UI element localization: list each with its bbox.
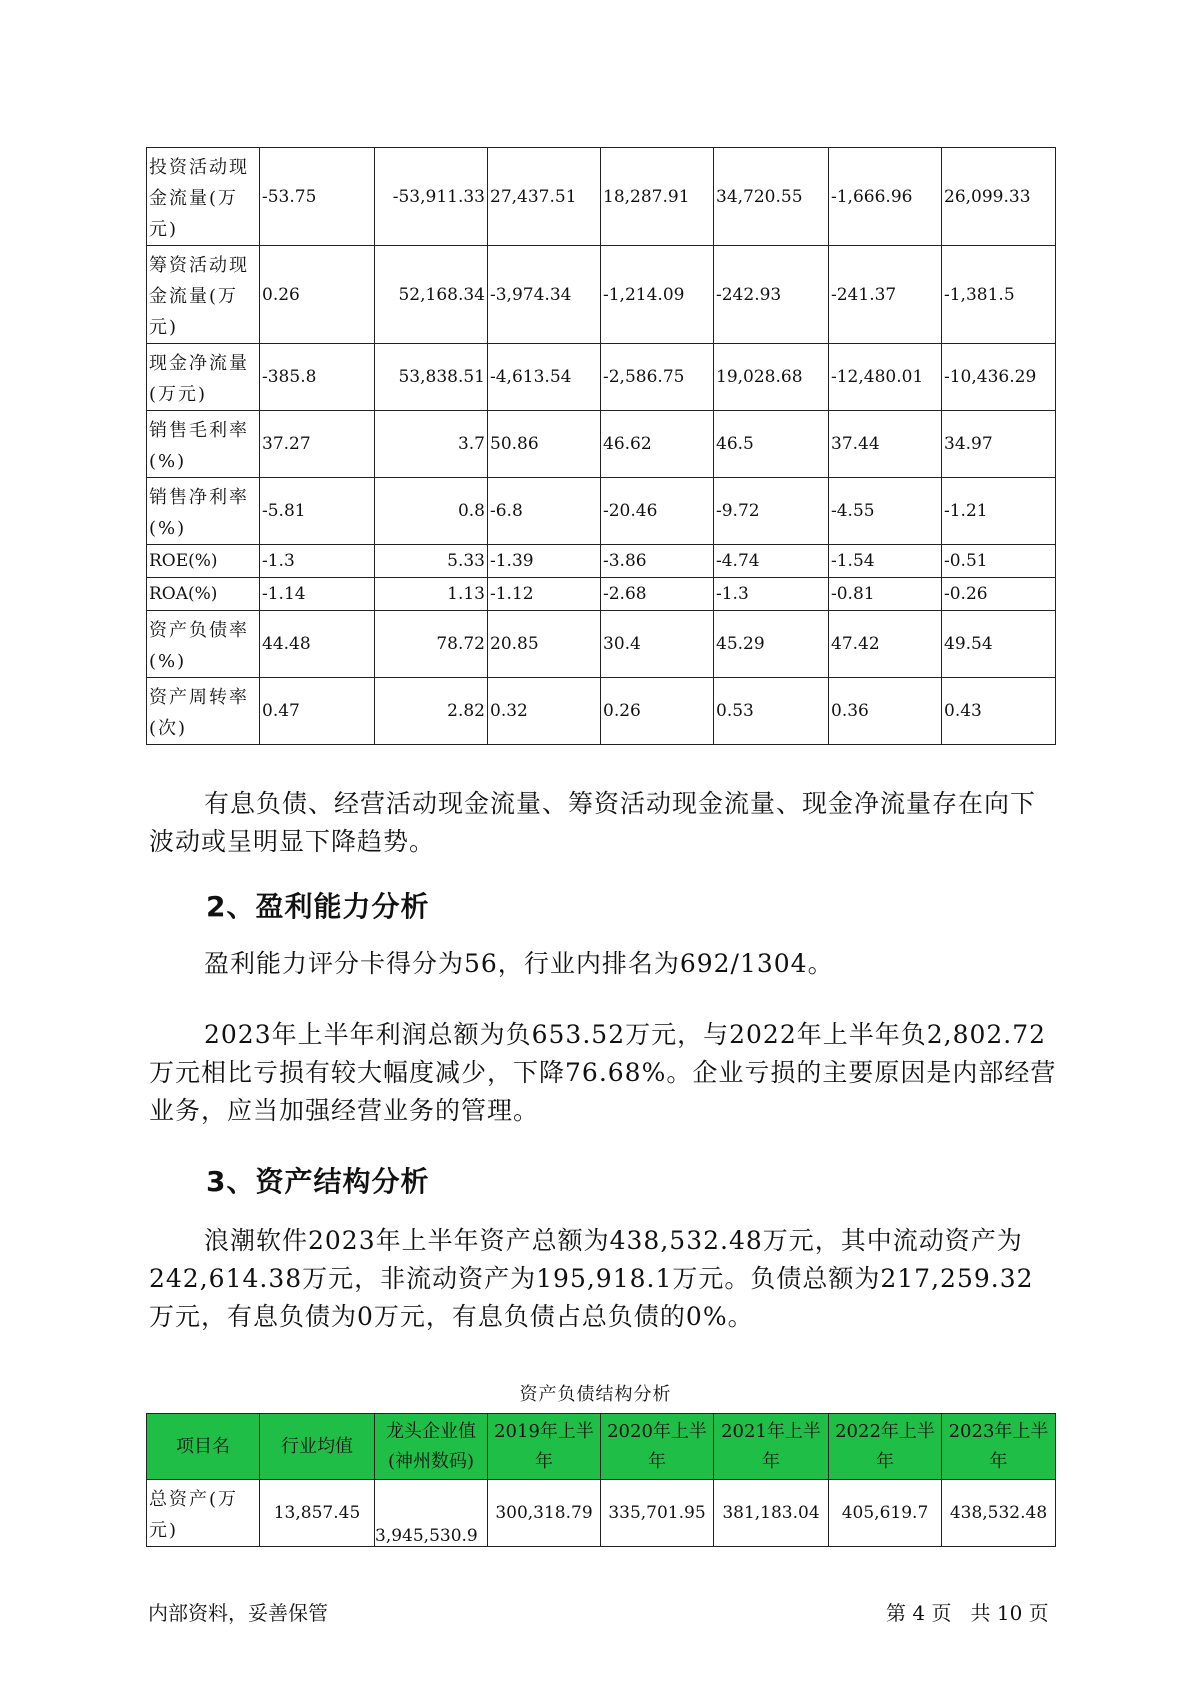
table-cell: 0.53 bbox=[714, 678, 829, 745]
table-cell: -1.3 bbox=[260, 545, 375, 578]
table-cell: -3.86 bbox=[601, 545, 714, 578]
table-cell: -242.93 bbox=[714, 246, 829, 344]
table-row bbox=[147, 344, 1056, 411]
table-cell: 0.32 bbox=[488, 678, 601, 745]
column-header: 2019年上半年 bbox=[488, 1414, 601, 1480]
table-row bbox=[147, 1480, 1056, 1547]
table-cell: 405,619.7 bbox=[829, 1480, 942, 1547]
table-cell: 50.86 bbox=[488, 411, 601, 478]
table-cell: 52,168.34 bbox=[375, 246, 488, 344]
table-cell: 45.29 bbox=[714, 611, 829, 678]
paragraph-assets: 浪潮软件2023年上半年资产总额为438,532.48万元，其中流动资产为242,614.38万元，非流动资产为195,918.1万元。负债总额为217,259.32万元，有息负债为0万元，有息负债占总负债的0%。 bbox=[149, 1226, 1034, 1331]
table-cell: -385.8 bbox=[260, 344, 375, 411]
table-cell: 37.27 bbox=[260, 411, 375, 478]
table-cell: -9.72 bbox=[714, 478, 829, 545]
table-cell: -53,911.33 bbox=[375, 148, 488, 246]
table-cell: 30.4 bbox=[601, 611, 714, 678]
column-header: 项目名 bbox=[147, 1414, 260, 1480]
paragraph-profit: 2023年上半年利润总额为负653.52万元，与2022年上半年负2,802.72万元相比亏损有较大幅度减少，下降76.68%。企业亏损的主要原因是内部经营业务，应当加强经营业务的管理。 bbox=[149, 1020, 1057, 1125]
table-cell: 438,532.48 bbox=[942, 1480, 1056, 1547]
table-cell: 78.72 bbox=[375, 611, 488, 678]
table-cell: -12,480.01 bbox=[829, 344, 942, 411]
table-cell: 0.43 bbox=[942, 678, 1056, 745]
table-row bbox=[147, 478, 1056, 545]
table-row bbox=[147, 545, 1056, 578]
table-cell: -1.21 bbox=[942, 478, 1056, 545]
table-cell: -0.81 bbox=[829, 578, 942, 611]
table-row bbox=[147, 611, 1056, 678]
row-label: ROA(%) bbox=[147, 578, 260, 611]
table-cell: -1,666.96 bbox=[829, 148, 942, 246]
table-cell: 3.7 bbox=[375, 411, 488, 478]
table-cell: -4,613.54 bbox=[488, 344, 601, 411]
row-label: ROE(%) bbox=[147, 545, 260, 578]
row-label: 现金净流量(万元) bbox=[147, 344, 260, 411]
footer-page-number: 第 4 页 共 10 页 bbox=[886, 1601, 1049, 1625]
table-cell: 300,318.79 bbox=[488, 1480, 601, 1547]
table-cell: -5.81 bbox=[260, 478, 375, 545]
table-row bbox=[147, 148, 1056, 246]
table-cell: 1.13 bbox=[375, 578, 488, 611]
financial-indicators-table bbox=[146, 147, 1056, 745]
table-cell: -0.51 bbox=[942, 545, 1056, 578]
footer-confidential: 内部资料，妥善保管 bbox=[148, 1601, 328, 1625]
table-cell: 381,183.04 bbox=[714, 1480, 829, 1547]
table-cell: -2.68 bbox=[601, 578, 714, 611]
section-heading-asset-structure: 3、资产结构分析 bbox=[206, 1165, 430, 1198]
row-label: 筹资活动现金流量(万元) bbox=[147, 246, 260, 344]
row-label: 投资活动现金流量(万元) bbox=[147, 148, 260, 246]
balance-structure-table bbox=[146, 1413, 1056, 1547]
table-cell: -0.26 bbox=[942, 578, 1056, 611]
table-cell: -1.54 bbox=[829, 545, 942, 578]
section-heading-profitability: 2、盈利能力分析 bbox=[206, 890, 430, 923]
table-cell: 44.48 bbox=[260, 611, 375, 678]
table-header-row bbox=[147, 1414, 1056, 1480]
table-cell: 13,857.45 bbox=[260, 1480, 375, 1547]
table-cell: 34.97 bbox=[942, 411, 1056, 478]
table-cell: -6.8 bbox=[488, 478, 601, 545]
table-cell: 46.62 bbox=[601, 411, 714, 478]
table-cell: 0.26 bbox=[260, 246, 375, 344]
table-cell: -10,436.29 bbox=[942, 344, 1056, 411]
table-cell: -1,381.5 bbox=[942, 246, 1056, 344]
table-cell: -1.39 bbox=[488, 545, 601, 578]
column-header: 2020年上半年 bbox=[601, 1414, 714, 1480]
column-header: 2022年上半年 bbox=[829, 1414, 942, 1480]
table-row bbox=[147, 678, 1056, 745]
table-cell: 49.54 bbox=[942, 611, 1056, 678]
table-cell: 2.82 bbox=[375, 678, 488, 745]
row-label: 销售毛利率(%) bbox=[147, 411, 260, 478]
table-cell: -20.46 bbox=[601, 478, 714, 545]
table-cell: -4.55 bbox=[829, 478, 942, 545]
row-label: 销售净利率(%) bbox=[147, 478, 260, 545]
table-cell: -1.3 bbox=[714, 578, 829, 611]
table-cell: -1,214.09 bbox=[601, 246, 714, 344]
paragraph-score: 盈利能力评分卡得分为56，行业内排名为692/1304。 bbox=[204, 949, 834, 978]
table-cell: -1.12 bbox=[488, 578, 601, 611]
table-cell: 0.36 bbox=[829, 678, 942, 745]
table-cell: 20.85 bbox=[488, 611, 601, 678]
table-cell: 47.42 bbox=[829, 611, 942, 678]
table-cell: 3,945,530.9 bbox=[375, 1480, 488, 1547]
table-cell: -53.75 bbox=[260, 148, 375, 246]
paragraph-trend: 有息负债、经营活动现金流量、筹资活动现金流量、现金净流量存在向下波动或呈明显下降趋势。 bbox=[149, 789, 1037, 856]
table-cell: 18,287.91 bbox=[601, 148, 714, 246]
column-header: 2023年上半年 bbox=[942, 1414, 1056, 1480]
table-cell: -241.37 bbox=[829, 246, 942, 344]
table-cell: -4.74 bbox=[714, 545, 829, 578]
table-row bbox=[147, 578, 1056, 611]
column-header: 龙头企业值(神州数码) bbox=[375, 1414, 488, 1480]
table-cell: 27,437.51 bbox=[488, 148, 601, 246]
table-cell: -3,974.34 bbox=[488, 246, 601, 344]
table-cell: 46.5 bbox=[714, 411, 829, 478]
table-cell: 53,838.51 bbox=[375, 344, 488, 411]
row-label: 资产周转率(次) bbox=[147, 678, 260, 745]
table-caption: 资产负债结构分析 bbox=[519, 1384, 672, 1405]
table-cell: 0.47 bbox=[260, 678, 375, 745]
table-cell: -2,586.75 bbox=[601, 344, 714, 411]
table-row bbox=[147, 246, 1056, 344]
table-cell: 0.26 bbox=[601, 678, 714, 745]
table-cell: 34,720.55 bbox=[714, 148, 829, 246]
table-cell: 335,701.95 bbox=[601, 1480, 714, 1547]
table-cell: 37.44 bbox=[829, 411, 942, 478]
table-row bbox=[147, 411, 1056, 478]
table-cell: 5.33 bbox=[375, 545, 488, 578]
row-label: 总资产(万元) bbox=[147, 1480, 260, 1547]
column-header: 行业均值 bbox=[260, 1414, 375, 1480]
table-cell: -1.14 bbox=[260, 578, 375, 611]
table-cell: 26,099.33 bbox=[942, 148, 1056, 246]
row-label: 资产负债率(%) bbox=[147, 611, 260, 678]
table-cell: 19,028.68 bbox=[714, 344, 829, 411]
column-header: 2021年上半年 bbox=[714, 1414, 829, 1480]
table-cell: 0.8 bbox=[375, 478, 488, 545]
